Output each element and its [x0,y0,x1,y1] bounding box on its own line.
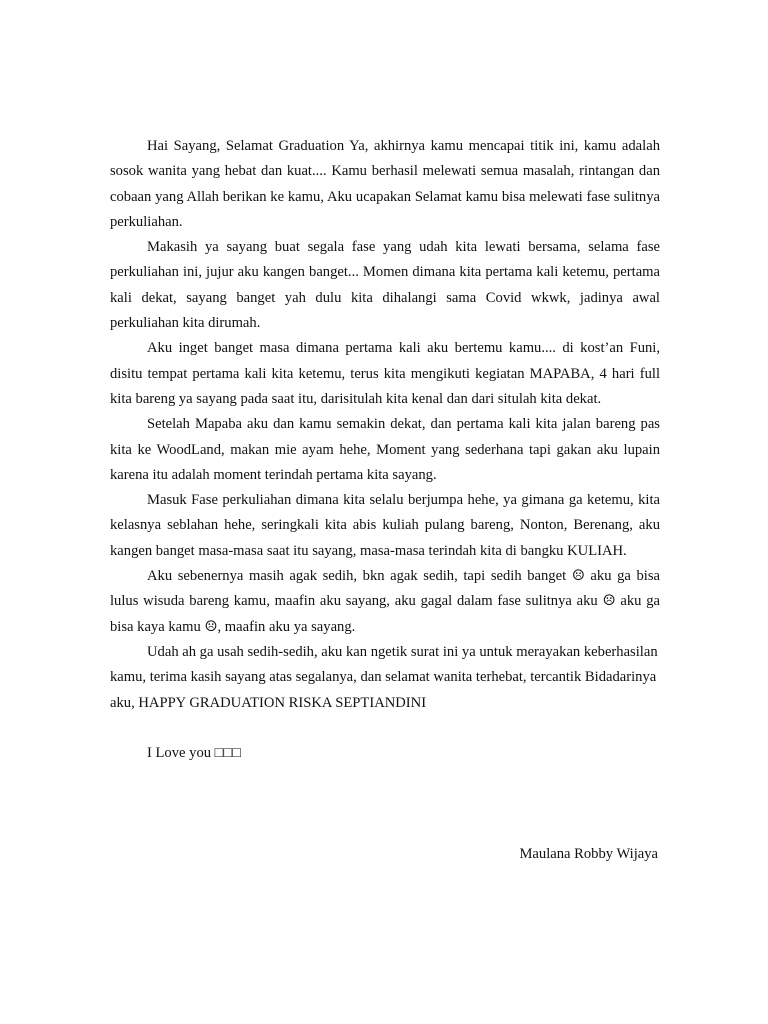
signature-name: Maulana Robby Wijaya [519,846,658,862]
paragraph-sadness: Aku sebenernya masih agak sedih, bkn agak sedih, tapi sedih banget ☹ aku ga bisa lulus wisuda bareng kamu, maafin aku sayang, aku gagal dalam fase sulitnya aku ☹ aku ga bisa kaya kamu ☹, maafin aku ya sayang. [110,568,660,635]
letter-body [110,134,660,766]
paragraph-first-meeting: Aku inget banget masa dimana pertama kali aku bertemu kamu.... di kost’an Funi, disitu tempat pertama kali kita ketemu, terus kita mengikuti kegiatan MAPABA, 4 hari full kita bareng ya sayang pada saat itu, darisitulah kita kenal dan dari situlah kita dekat. [110,340,660,407]
paragraph-greeting: Hai Sayang, Selamat Graduation Ya, akhirnya kamu mencapai titik ini, kamu adalah sosok wanita yang hebat dan kuat.... Kamu berhasil melewati semua masalah, rintangan dan cobaan yang Allah berikan ke kamu, Aku ucapakan Selamat kamu bisa melewati fase sulitnya perkuliahan. [110,138,660,230]
paragraph-mapaba: Setelah Mapaba aku dan kamu semakin dekat, dan pertama kali kita jalan bareng pas kita ke WoodLand, makan mie ayam hehe, Moment yang sederhana tapi gakan aku lupain karena itu adalah moment terindah pertama kita sayang. [110,416,660,483]
blank-line [110,716,660,741]
paragraph-celebration: Udah ah ga usah sedih-sedih, aku kan ngetik surat ini ya untuk merayakan keberhasilan kamu, terima kasih sayang atas segalanya, dan selamat wanita terhebat, tercantik Bidadarinya aku, HAPPY GRADUATION RISKA SEPTIANDINI [110,643,658,711]
paragraph-college-days: Masuk Fase perkuliahan dimana kita selalu berjumpa hehe, ya gimana ga ketemu, kita kelasnya seblahan hehe, seringkali kita abis kuliah pulang bareng, Nonton, Berenang, aku kangen banget masa-masa saat itu sayang, masa-masa terindah kita di bangku KULIAH. [110,492,660,559]
paragraph-thanks: Makasih ya sayang buat segala fase yang udah kita lewati bersama, selama fase perkuliahan ini, jujur aku kangen banget... Momen dimana kita pertama kali ketemu, pertama kali dekat, sayang banget yah dulu kita dihalangi sama Covid wkwk, jadinya awal perkuliahan kita dirumah. [110,239,660,332]
closing-line: I Love you □□□ [147,745,242,762]
